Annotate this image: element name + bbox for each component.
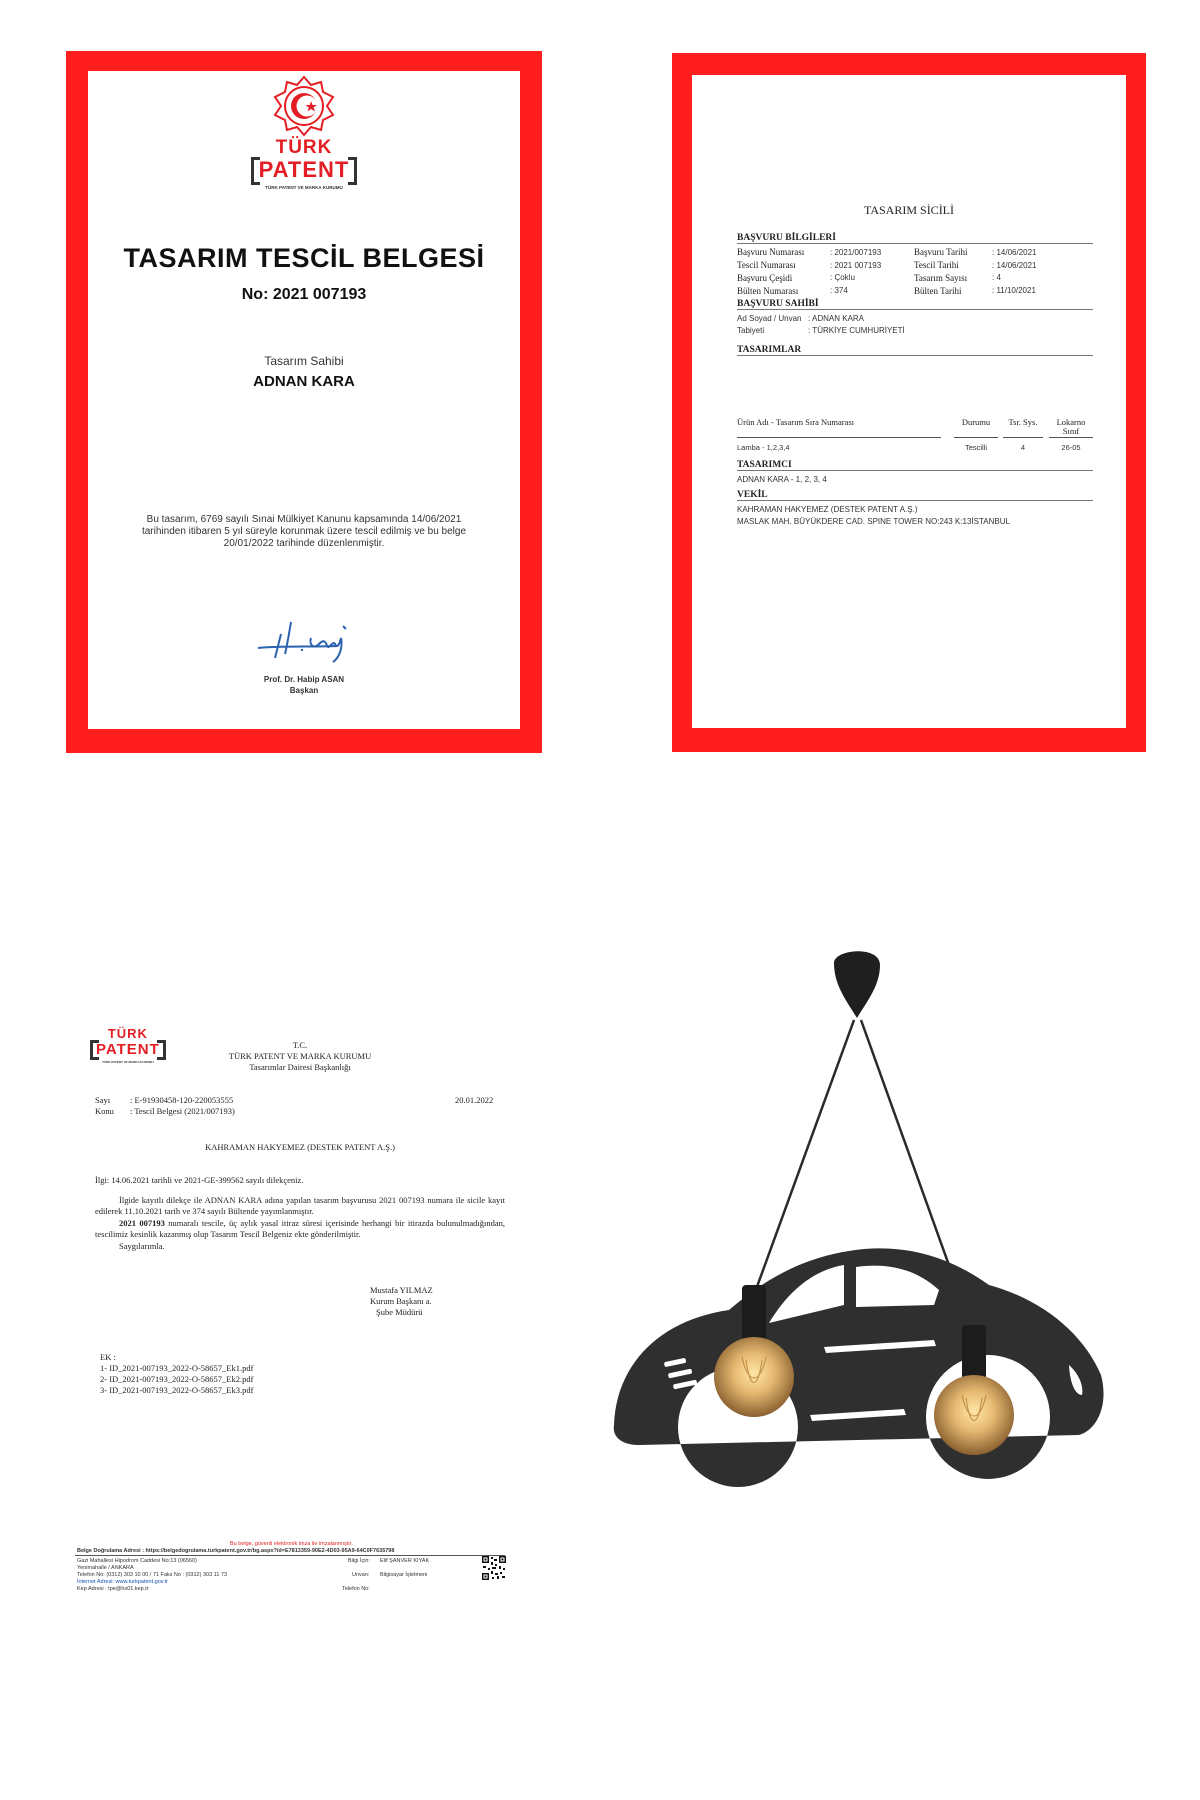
attachments-label: EK : (100, 1352, 116, 1362)
right-socket (962, 1325, 986, 1381)
signer-title: Başkan (289, 686, 319, 695)
certificate-signer (88, 674, 520, 696)
nationality: : TÜRKİYE CUMHURİYETİ (808, 326, 905, 335)
application-date-label: Başvuru Tarihi (914, 247, 968, 257)
col-status: Durumu (961, 417, 991, 427)
design-certificate (66, 51, 542, 753)
car-body (614, 1248, 1104, 1487)
designer-heading: TASARIMCI (737, 460, 1093, 471)
signature-icon (253, 616, 363, 666)
letter-paragraph-2 (95, 1218, 505, 1239)
footer-divider (75, 1555, 505, 1556)
crescent-star-seal-icon (273, 75, 335, 137)
footer-verify[interactable]: Belge Doğrulama Adresi : https://belgedogrulama.turkpatent.gov.tr/bg.aspx?id=E7813359-90E2-4D03-95A9-64C0F7635798 (77, 1548, 395, 1554)
attachment-3[interactable]: 3- ID_2021-007193_2022-O-58657_Ek3.pdf (100, 1385, 254, 1395)
letter-logo-subtitle: TÜRK PATENT VE MARKA KURUMU (102, 1060, 154, 1064)
bulletin-no-label: Bülten Numarası (737, 286, 799, 296)
letter-department: Tasarımlar Dairesi Başkanlığı (249, 1062, 351, 1072)
letter-logo-bracket (90, 1040, 166, 1060)
title-label: Unvan: (352, 1572, 370, 1578)
table-rule (1003, 437, 1043, 438)
signer-name: Prof. Dr. Habip ASAN (263, 675, 345, 684)
footer-address-1: Gazi Mahallesi Hipodrom Caddesi No:13 (06560) (77, 1558, 197, 1564)
para2-text: numaralı tescile, üç aylık yasal itiraz süresi içerisinde herhangi bir itirazda bulunulmadığından, tescilimiz kesinlik kazanmış olup Tasarım Tescil Belgeniz ekte gönderilmiştir. (95, 1218, 505, 1239)
letter-logo-turk: TÜRK (107, 1026, 148, 1041)
letter-logo (90, 1028, 166, 1064)
right-bulb (934, 1375, 1014, 1455)
applicant-name: : ADNAN KARA (808, 314, 865, 323)
para2-number: 2021 007193 (119, 1218, 165, 1228)
table-rule (954, 437, 998, 438)
letter-institution: TÜRK PATENT VE MARKA KURUMU (228, 1051, 372, 1061)
official-letter (70, 1000, 510, 1640)
owner-name: ADNAN KARA (253, 373, 355, 390)
attachment-2[interactable]: 2- ID_2021-007193_2022-O-58657_Ek2.pdf (100, 1374, 254, 1384)
logo-patent: PATENT (258, 157, 350, 182)
ceiling-canopy (834, 951, 880, 1018)
design-count: : 4 (992, 273, 1001, 282)
certificate-number: No: 2021 007193 (241, 286, 367, 303)
row-count: 4 (1020, 443, 1026, 452)
sayi-value: : E-91930458-120-220053555 (130, 1095, 234, 1105)
attachment-1[interactable]: 1- ID_2021-007193_2022-O-58657_Ek1.pdf (100, 1363, 254, 1373)
footer-notice: Bu belge, güvenli elektronik imza ile imzalanmıştır. (230, 1541, 353, 1547)
footer-kep: Kep Adresi : tpe@hs01.kep.tr (77, 1586, 149, 1592)
car-shaped-pendant-lamp-icon (604, 945, 1144, 1600)
left-socket (742, 1285, 766, 1341)
attorney-name: KAHRAMAN HAKYEMEZ (DESTEK PATENT A.Ş.) (737, 505, 918, 514)
table-rule (737, 437, 941, 438)
info-name: Elif ŞANVER KIYAK (380, 1558, 430, 1564)
bulletin-no: : 374 (830, 286, 848, 295)
letter-recipient: KAHRAMAN HAKYEMEZ (DESTEK PATENT A.Ş.) (205, 1142, 395, 1152)
letter-signer-name: Mustafa YILMAZ (370, 1285, 433, 1295)
designs-heading: TASARIMLAR (737, 345, 1093, 356)
application-no: : 2021/007193 (830, 248, 882, 257)
logo-turk: TÜRK (275, 137, 333, 158)
registration-date-label: Tescil Tarihi (914, 260, 959, 270)
registry-title: TASARIM SİCİLİ (863, 203, 955, 217)
konu-value: : Tescil Belgesi (2021/007193) (130, 1106, 235, 1116)
registration-no: : 2021 007193 (830, 261, 882, 270)
applicant-name-label: Ad Soyad / Unvan (737, 314, 802, 323)
footer-web[interactable]: İnternet Adresi: www.turkpatent.gov.tr (77, 1579, 168, 1585)
letter-logo-patent: PATENT (96, 1041, 160, 1058)
row-product: Lamba - 1,2,3,4 (737, 443, 790, 452)
letter-date: 20.01.2022 (455, 1095, 494, 1105)
col-locarno-line1: Lokarno (1056, 417, 1086, 427)
attorney-heading: VEKİL (737, 490, 1093, 501)
phone-label: Telefon No: (342, 1586, 370, 1592)
letter-closing: Saygılarımla. (119, 1241, 165, 1251)
certificate-paper (88, 71, 520, 729)
letter-tc: T.C. (292, 1040, 308, 1050)
konu-label: Konu (95, 1106, 114, 1116)
certificate-body: Bu tasarım, 6769 sayılı Sınai Mülkiyet Kanunu kapsamında 14/06/2021 tarihinden itibaren 5 yıl süreyle korunmak üzere tescil edilmiş ve bu belge 20/01/2022 tarihinde düzenlenmiştir. (141, 514, 467, 549)
logo-bracket (251, 157, 358, 185)
col-locarno (1049, 418, 1093, 436)
nationality-label: Tabiyeti (737, 326, 765, 335)
application-no-label: Başvuru Numarası (737, 247, 805, 257)
registration-date: : 14/06/2021 (992, 261, 1037, 270)
turk-patent-logo (88, 139, 520, 190)
owner-label: Tasarım Sahibi (264, 354, 344, 368)
row-status: Tescilli (964, 443, 988, 452)
design-registry (672, 53, 1146, 752)
letter-paragraph-1: İlgide kayıtlı dilekçe ile ADNAN KARA adına yapılan tasarım başvurusu 2021 007193 numara ile sicile kayıt edilerek 11.10.2021 tarih ve 374 sayılı Bültende yayımlanmıştır. (95, 1195, 505, 1216)
footer-address-2: Yenimahalle / ANKARA (77, 1565, 134, 1571)
letter-signer-line2: Kurum Başkanı a. (370, 1296, 432, 1306)
table-rule (1049, 437, 1093, 438)
qr-code-icon (482, 1556, 506, 1580)
application-date: : 14/06/2021 (992, 248, 1037, 257)
registration-no-label: Tescil Numarası (737, 260, 796, 270)
sayi-label: Sayı (95, 1095, 111, 1105)
logo-subtitle: TÜRK PATENT VE MARKA KURUMU (265, 185, 343, 190)
registry-paper (692, 75, 1126, 728)
letter-ilgi: İlgi: 14.06.2021 tarihli ve 2021-GE-399562 sayılı dilekçeniz. (95, 1175, 304, 1185)
col-product: Ürün Adı - Tasarım Sıra Numarası (737, 417, 855, 427)
application-heading: BAŞVURU BİLGİLERİ (737, 233, 1093, 244)
left-bulb (714, 1337, 794, 1417)
col-locarno-line2: Sınıf (1062, 426, 1080, 436)
row-locarno: 26-05 (1061, 443, 1081, 452)
designer-value: ADNAN KARA - 1, 2, 3, 4 (737, 475, 827, 484)
bulletin-date: : 11/10/2021 (992, 286, 1036, 295)
certificate-title: TASARIM TESCİL BELGESİ (123, 243, 485, 273)
attorney-address: MASLAK MAH. BÜYÜKDERE CAD. SPINE TOWER NO:243 K:13İSTANBUL (737, 517, 1010, 526)
application-type-label: Başvuru Çeşidi (737, 273, 793, 283)
info-label: Bilgi İçin: (348, 1558, 371, 1564)
title-value: Bilgisayar İşletmeni (380, 1572, 428, 1578)
footer-phone: Telefon No: (0312) 303 10 00 / 71 Faks No : (0312) 303 11 73 (77, 1572, 228, 1578)
bulletin-date-label: Bülten Tarihi (914, 286, 962, 296)
applicant-heading: BAŞVURU SAHİBİ (737, 299, 1093, 310)
letter-signer-line3: Şube Müdürü (376, 1307, 423, 1317)
application-type: : Çoklu (830, 273, 855, 282)
design-count-label: Tasarım Sayısı (914, 273, 968, 283)
col-count: Tsr. Sys. (1008, 417, 1038, 427)
